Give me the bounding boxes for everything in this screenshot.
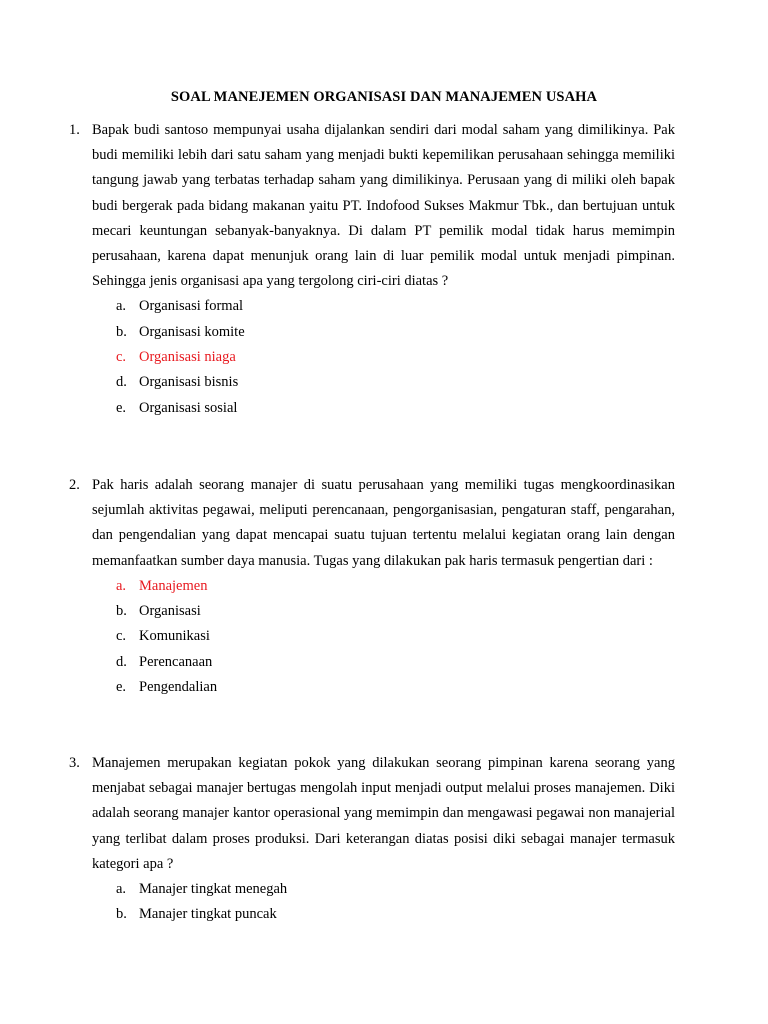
option-text: Organisasi formal [139,298,244,315]
page-title: SOAL MANEJEMEN ORGANISASI DAN MANAJEMEN USAHA [170,89,598,105]
option-text: Manajer tingkat puncak [139,906,277,923]
answer-options [69,574,675,700]
option-a [69,877,675,902]
question-text: Pak haris adalah seorang manajer di suatu perusahaan yang memiliki tugas mengkoordinasikan sejumlah aktivitas pegawai, meliputi perencanaan, pengorganisasian, pengaturan staff, pengarahan, dan pengendalian yang dapat mencapai suatu tujuan tertentu melalui kegiatan orang lain dengan memanfaatkan sumber daya manusia. Tugas yang dilakukan pak haris termasuk pengertian dari : [92,477,675,569]
option-e [69,396,675,421]
option-a [69,294,675,319]
option-letter: a. [116,298,127,315]
option-b [69,320,675,345]
option-letter: d. [116,653,127,670]
option-letter: e. [116,679,127,695]
option-letter: a. [116,881,127,898]
option-d [69,650,675,675]
option-text: Komunikasi [139,628,210,645]
option-letter: b. [116,906,127,923]
option-text: Manajer tingkat menegah [139,881,288,898]
option-text: Organisasi niaga [139,349,236,366]
option-letter: c. [116,349,127,366]
question-text: Bapak budi santoso mempunyai usaha dijalankan sendiri dari modal saham yang dimilikinya. Pak budi memiliki lebih dari satu saham yang menjadi bukti kepemilikan perusahaan sehingga memiliki tangung jawab yang terbatas terhadap saham yang dimilikinya. Perusaan yang di miliki oleh bapak budi bergerak pada bidang makanan yaitu PT. Indofood Sukses Makmur Tbk., dan bertujuan untuk mecari keuntungan sebanyak-banyaknya. Di dalam PT pemilik modal tidak harus memimpin perusahaan, karena dapat menunjuk orang lain di luar pemilik modal untuk menjadi pimpinan. Sehingga jenis organisasi apa yang tergolong ciri-ciri diatas ? [92,122,675,290]
option-letter: e. [116,399,127,416]
question-1 [69,118,675,421]
option-text: Organisasi sosial [139,399,238,416]
option-e [69,675,675,700]
answer-options [69,877,675,928]
answer-options [69,294,675,420]
option-text: Organisasi komite [139,323,245,340]
option-b [69,599,675,624]
option-letter: c. [116,628,127,645]
option-letter: b. [116,323,127,340]
option-c [69,624,675,649]
option-letter: b. [116,603,127,620]
question-number: 2. [69,477,80,493]
option-text: Manajemen [139,577,208,594]
option-text: Perencanaan [139,653,213,670]
question-3 [69,751,675,928]
question-2 [69,473,675,700]
option-letter: d. [116,374,127,391]
option-d [69,370,675,395]
option-b [69,902,675,927]
question-number: 1. [69,122,80,138]
question-number: 3. [69,755,80,771]
option-a-correct [69,574,675,599]
option-letter: a. [116,577,127,594]
option-text: Organisasi [139,603,201,620]
option-text: Organisasi bisnis [139,374,239,391]
question-text: Manajemen merupakan kegiatan pokok yang dilakukan seorang pimpinan karena seorang yang menjabat sebagai manajer bertugas mengolah input menjadi output melalui proses manajemen. Diki adalah seorang manajer kantor operasional yang memimpin dan mengawasi pegawai non manajerial yang terlibat dalam proses produksi. Dari keterangan diatas posisi diki sebagai manajer termasuk kategori apa ? [92,755,675,872]
option-text: Pengendalian [139,679,218,695]
option-c-correct [69,345,675,370]
